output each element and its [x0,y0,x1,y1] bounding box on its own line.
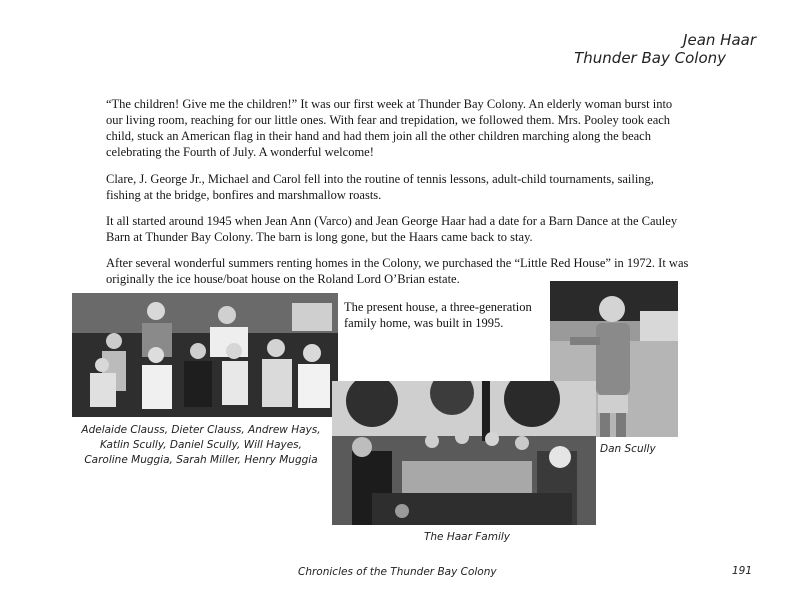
book-title-footer: Chronicles of the Thunder Bay Colony [298,566,497,578]
paragraph-barn-dance: It all started around 1945 when Jean Ann (Varco) and Jean George Haar had a date for a Barn Dance at the Cauley Barn at Thunder Bay Colony. The barn is long gone, but the Haars came back to stay. [106,214,678,244]
paragraph-little-red-house: After several wonderful summers renting homes in the Colony, we purchased the “Little Red House” in 1972. It was originally the ice house/boat house on the Roland Lord O’Brian estate. [106,256,689,286]
author-name: Jean Haar [683,31,756,49]
haar-family-photo [332,381,596,525]
colony-title: Thunder Bay Colony [574,49,726,67]
children-group-photo [72,293,338,417]
paragraph-routine: Clare, J. George Jr., Michael and Carol fell into the routine of tennis lessons, adult-child tournaments, sailing, fishing at the bridge, bonfires and marshmallow roasts. [106,172,654,202]
caption-line: Adelaide Clauss, Dieter Clauss, Andrew Hays, [81,424,321,436]
children-photo-caption [74,423,328,468]
caption-line: Caroline Muggia, Sarah Miller, Henry Muggia [84,454,318,466]
caption-line: Katlin Scully, Daniel Scully, Will Hayes, [100,439,302,451]
paragraph-children: “The children! Give me the children!” It was our first week at Thunder Bay Colony. An elderly woman burst into our living room, reaching for our little ones. With fear and trepidation, we followed them. Mrs. Pooley took each child, stuck an American flag in their hand and had them join all the other children marching along the beach celebrating the Fourth of July. A wonderful welcome! [106,97,673,159]
present-house-text: The present house, a three-generation family home, was built in 1995. [344,300,532,330]
page-number: 191 [732,565,753,577]
family-photo-caption: The Haar Family [423,531,511,543]
dan-photo-caption: Dan Scully [600,443,656,455]
